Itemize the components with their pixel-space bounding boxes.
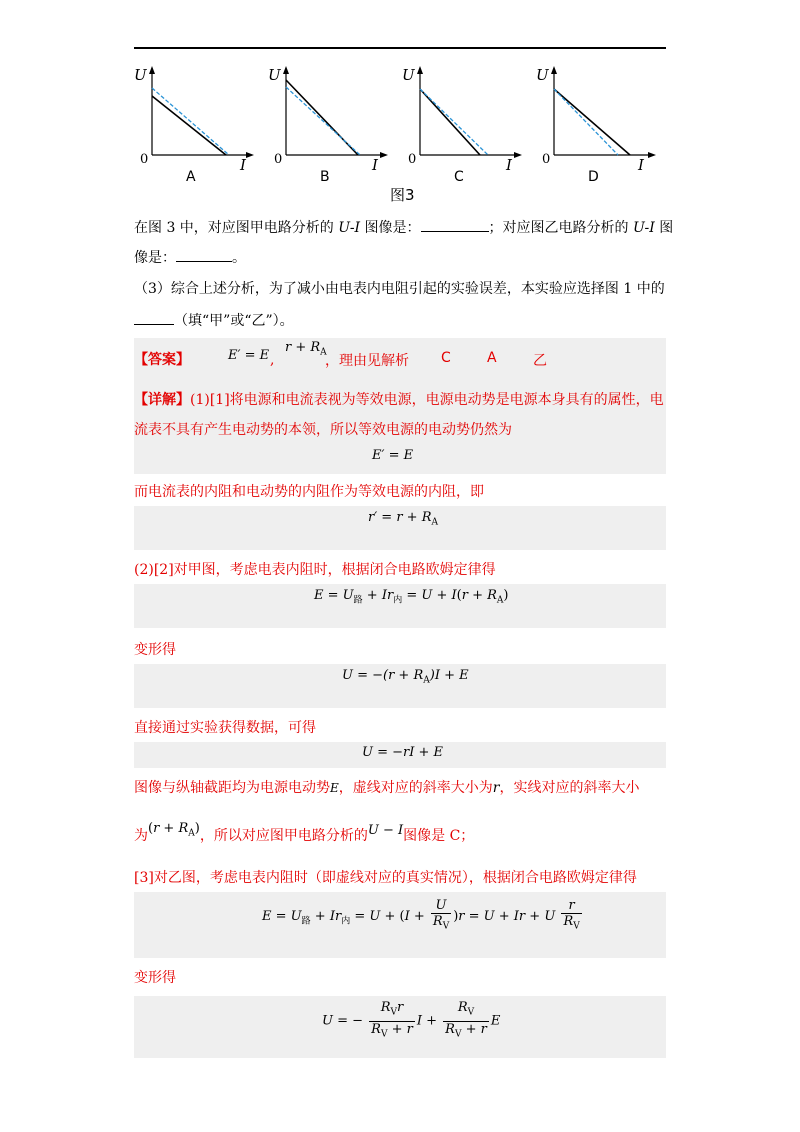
equation-2-text: r′ = r + R xyxy=(368,510,432,525)
equation-5: U = −rI + E xyxy=(362,745,444,760)
fraction-intercept: $\frac{R_V}{R_V + r}$ xyxy=(445,1000,487,1040)
graph-d-axis-i: I xyxy=(638,156,644,174)
sub-a: A xyxy=(423,675,430,686)
sub-v: V xyxy=(380,1029,388,1040)
graph-text-layer xyxy=(134,62,666,186)
detail-text: ，虚线对应的斜率大小为 xyxy=(338,780,493,796)
answer-blank-3 xyxy=(134,310,174,325)
answer-a: A xyxy=(487,350,497,366)
detail-text: 为 xyxy=(134,828,148,844)
equation-2 xyxy=(368,510,438,528)
graph-a-axis-u: U xyxy=(134,66,147,84)
sub-lu: 路 xyxy=(301,916,311,927)
question-text: 图像是： xyxy=(360,220,421,236)
detail-line-8: 为$(r + R_A)$，所以对应图甲电路分析的U − I图像是 C； xyxy=(134,821,475,844)
sub-v: V xyxy=(573,921,580,932)
ui-term: U-I xyxy=(338,220,361,236)
question-line-1 xyxy=(134,217,673,238)
ui-term: U-I xyxy=(633,220,655,236)
sub-a: A xyxy=(496,595,504,606)
graph-b-label: B xyxy=(320,169,330,185)
answer-eq-1: E′ = E xyxy=(228,348,270,363)
question-text: ；对应图乙电路分析的 xyxy=(488,220,633,236)
detail-text: ，所以对应图甲电路分析的 xyxy=(199,828,368,844)
equation-1: E′ = E xyxy=(372,448,414,463)
header-rule xyxy=(134,47,666,49)
equation-4-tail: )I + E xyxy=(429,668,469,683)
graph-b-axis-i: I xyxy=(372,156,378,174)
sub-lu: 路 xyxy=(353,595,363,606)
detail-label: 【详解】 xyxy=(134,392,190,408)
detail-line-7: 图像与纵轴截距均为电源电动势E，虚线对应的斜率大小为r，实线对应的斜率大小 xyxy=(134,780,640,796)
graph-b-axis-u: U xyxy=(268,66,281,84)
question-text: 。 xyxy=(232,250,246,266)
detail-text: 图像与纵轴截距均为电源电动势 xyxy=(134,780,330,796)
graph-a-label: A xyxy=(186,169,196,185)
sub-v: V xyxy=(467,1007,475,1018)
detail-line-1 xyxy=(134,390,664,410)
detail-line-5: 变形得 xyxy=(134,642,176,658)
detail-line-9: [3]对乙图，考虑电表内阻时（即虚线对应的真实情况），根据闭合电路欧姆定律得 xyxy=(134,870,637,886)
detail-line-2: 流表不具有产生电动势的本领，所以等效电源的电动势仍然为 xyxy=(134,422,512,438)
question-text: 在图 3 中，对应图甲电路分析的 xyxy=(134,220,339,236)
graph-d-origin: 0 xyxy=(542,152,551,167)
sub-a: A xyxy=(320,347,327,358)
answer-blank-2 xyxy=(176,247,232,262)
graph-c-axis-i: I xyxy=(506,156,512,174)
equation-7: U = − $\frac{R_Vr}{R_V + r}$ I + $\frac{R_V}{R_V + r}$ E xyxy=(322,1000,500,1042)
answer-comma: , xyxy=(270,352,275,368)
sub-a: A xyxy=(188,828,195,839)
sub-v: V xyxy=(454,1029,462,1040)
fraction-r-rv: $\frac{r}{R_V}$ xyxy=(563,898,580,932)
detail-line-4: (2)[2]对甲图，考虑电表内阻时，根据闭合电路欧姆定律得 xyxy=(134,562,496,578)
figure-caption: 图3 xyxy=(390,186,415,204)
graph-c-origin: 0 xyxy=(408,152,417,167)
question-text: 图 xyxy=(654,220,674,236)
answer-blank-1 xyxy=(421,217,489,232)
graph-b-origin: 0 xyxy=(274,152,283,167)
question-text: （填“甲”或“乙”）。 xyxy=(174,313,294,329)
question-3-line-2 xyxy=(134,310,294,331)
sub-nei: 内 xyxy=(341,916,351,927)
fraction-slope: $\frac{R_Vr}{R_V + r}$ xyxy=(371,1000,413,1040)
equation-4 xyxy=(342,668,469,686)
detail-text: (1)[1]将电源和电流表视为等效电源，电源电动势是电源本身具有的属性，电 xyxy=(190,392,664,408)
equation-4-text: U = −(r + R xyxy=(342,668,424,683)
answer-label: 【答案】 xyxy=(134,352,190,368)
graph-a-axis-i: I xyxy=(240,156,246,174)
detail-line-3: 而电流表的内阻和电动势的内阻作为等效电源的内阻，即 xyxy=(134,484,484,500)
sub-v: V xyxy=(442,921,450,932)
sub-v: V xyxy=(390,1007,398,1018)
graph-a-origin: 0 xyxy=(140,152,149,167)
equation-3: $E = U_路 + Ir_内 = U + I(r + R_A)$ xyxy=(314,588,509,606)
graph-c-axis-u: U xyxy=(402,66,415,84)
question-text: 像是： xyxy=(134,250,176,266)
answer-eq-2 xyxy=(285,340,327,358)
detail-text: ，实线对应的斜率大小 xyxy=(499,780,640,796)
graph-c-label: C xyxy=(454,169,464,185)
sub-a: A xyxy=(431,517,438,528)
detail-line-6: 直接通过实验获得数据，可得 xyxy=(134,720,316,736)
fraction-u-rv: $\frac{U}{R_V}$ xyxy=(432,898,450,932)
answer-eq-2-text: r + R xyxy=(285,340,321,355)
question-3-line-1: （3）综合上述分析，为了减小由电表内电阻引起的实验误差，本实验应选择图 1 中的 xyxy=(134,281,665,297)
detail-line-10: 变形得 xyxy=(134,970,176,986)
detail-text: 图像是 C； xyxy=(403,828,475,844)
answer-c: C xyxy=(441,350,451,366)
graph-d-axis-u: U xyxy=(536,66,549,84)
answer-reason: ，理由见解析 xyxy=(325,353,409,369)
sub-nei: 内 xyxy=(393,595,403,606)
equation-6: $E = U_路 + Ir_内 = U + (I$ + $\frac{U}{R_V}$ )r = U + Ir + U $\frac{r}{R_V}$ xyxy=(262,898,584,935)
graph-d-label: D xyxy=(588,169,599,185)
answer-yi: 乙 xyxy=(533,353,547,369)
question-line-2 xyxy=(134,247,246,268)
